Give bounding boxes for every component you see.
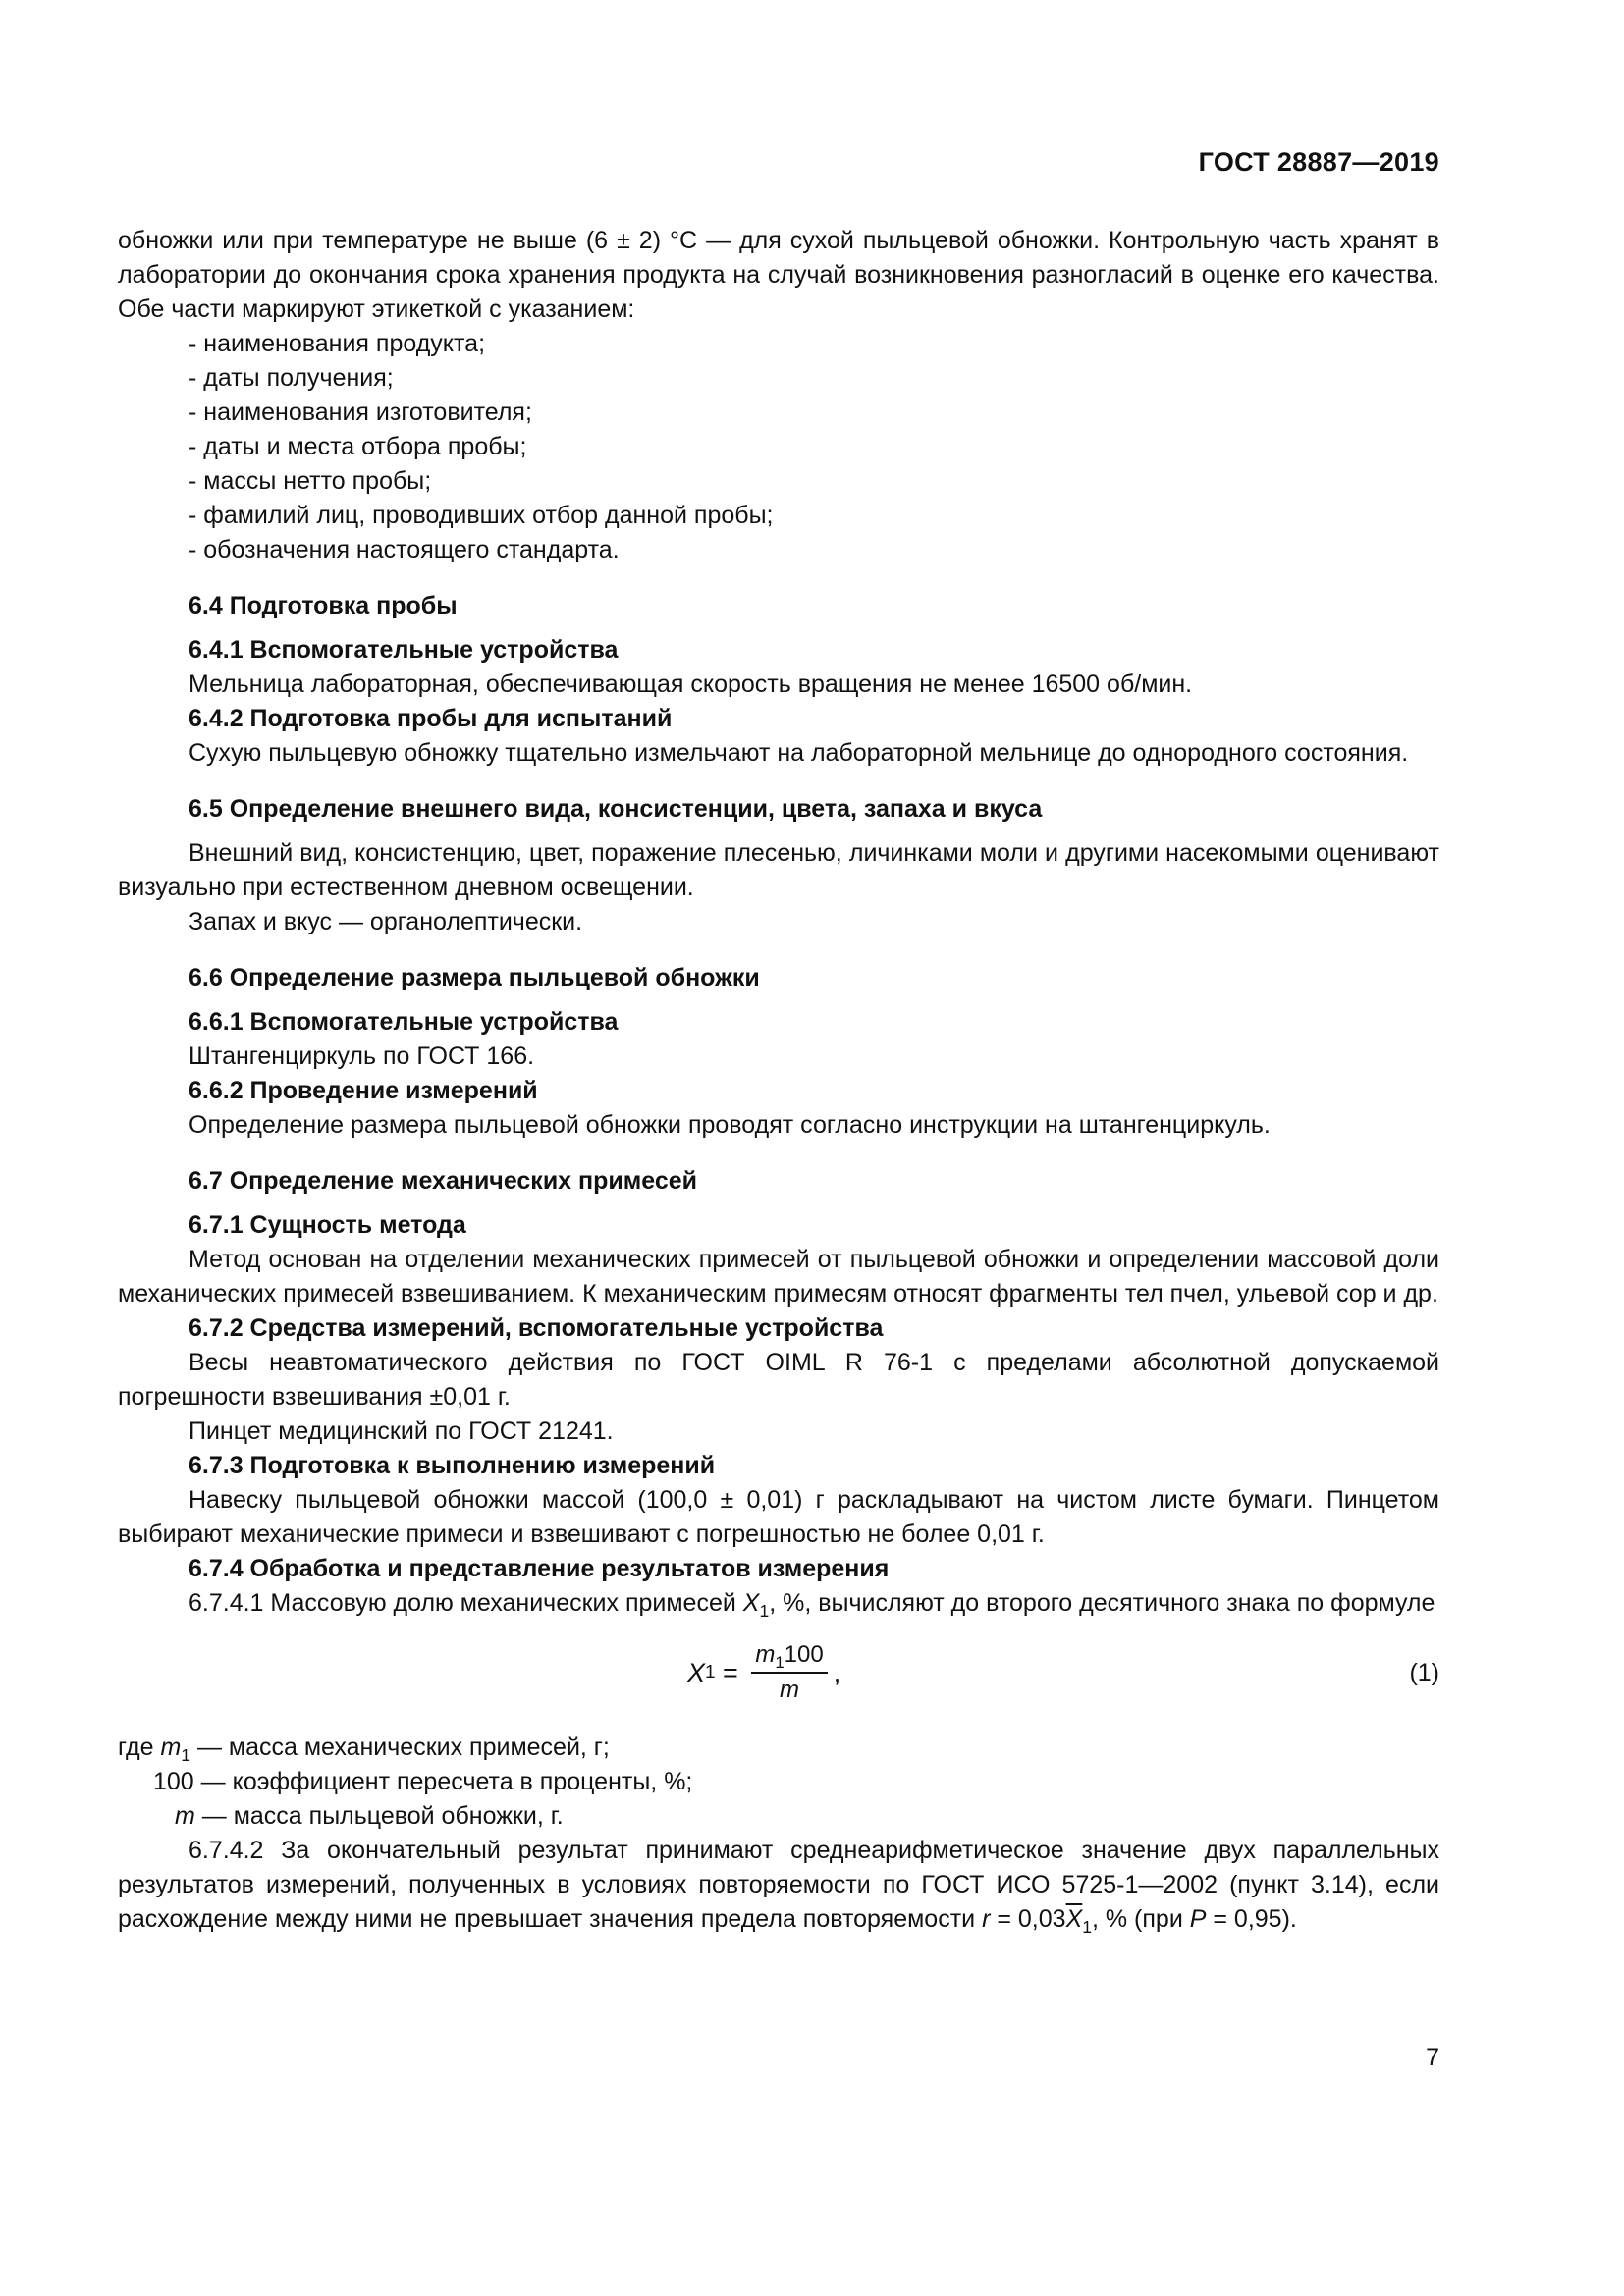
where-line: m — масса пыльцевой обножки, г.	[175, 1802, 564, 1830]
paragraph: Весы неавтоматического действия по ГОСТ OIML R 76-1 с пределами абсолютной допускаемой погрешности взвешивания ±0,01 г.	[118, 1349, 1439, 1411]
fraction	[751, 1640, 827, 1705]
list-item: - наименования продукта;	[189, 330, 486, 357]
intro-paragraph: обножки или при температуре не выше (6 ± 2) °С — для сухой пыльцевой обножки. Контрольную часть хранят в лаборатории до окончания срока хранения продукта на случай возникновения разногласий в оценке его качества. Обе части маркируют этикеткой с указанием:	[118, 227, 1439, 323]
subsection-heading-6-6-1: 6.6.1 Вспомогательные устройства	[189, 1008, 619, 1036]
where-line: 100 — коэффициент пересчета в проценты, %;	[153, 1768, 693, 1795]
formula: X 1 = $\frac{m_1100}{m}$ ,	[687, 1641, 841, 1703]
list-item: - даты и места отбора пробы;	[189, 433, 527, 460]
subsection-heading-6-6-2: 6.6.2 Проведение измерений	[189, 1077, 538, 1104]
paragraph: Навеску пыльцевой обножки массой (100,0 ± 0,01) г раскладывают на чистом листе бумаги. Пинцетом выбирают механические примеси и взвешивают с погрешностью не более 0,01 г.	[118, 1486, 1439, 1548]
list-item: - массы нетто пробы;	[189, 467, 432, 495]
list-item: - наименования изготовителя;	[189, 399, 532, 426]
page-number: 7	[1426, 2044, 1439, 2071]
paragraph: Метод основан на отделении механических примесей от пыльцевой обножки и определении массовой доли механических примесей взвешиванием. К механическим примесям относят фрагменты тел пчел, ульевой сор и др.	[118, 1246, 1439, 1308]
paragraph: Пинцет медицинский по ГОСТ 21241.	[189, 1417, 614, 1445]
subsection-heading-6-7-1: 6.7.1 Сущность метода	[189, 1211, 466, 1239]
list-item: - даты получения;	[189, 364, 394, 392]
subsection-heading-6-7-4: 6.7.4 Обработка и представление результатов измерения	[189, 1555, 890, 1582]
section-heading-6-5: 6.5 Определение внешнего вида, консистенции, цвета, запаха и вкуса	[189, 795, 1043, 823]
where-line: где $m_1$ — масса механических примесей, г;	[118, 1734, 610, 1765]
subsection-heading-6-4-2: 6.4.2 Подготовка пробы для испытаний	[189, 705, 673, 732]
paragraph-6-7-4-2: 6.7.4.2 За окончательный результат принимают среднеарифметическое значение двух параллельных результатов измерений, полученных в условиях повторяемости по ГОСТ ИСО 5725-1—2002 (пункт 3.14), если расхождение между ними не превышает значения предела повторяемости $r = 0,03\overline{X}_1$, % (при P = 0,95).	[118, 1837, 1439, 1937]
formula-block	[118, 1634, 1439, 1723]
paragraph: Внешний вид, консистенцию, цвет, поражение плесенью, личинками моли и другими насекомыми оценивают визуально при естественном дневном освещении.	[118, 839, 1439, 901]
paragraph-6-7-4-1: 6.7.4.1 Массовую долю механических примесей $X_1$, %, вычисляют до второго десятичного знака по формуле	[189, 1589, 1435, 1621]
document-code: ГОСТ 28887—2019	[1198, 147, 1439, 177]
subsection-heading-6-7-3: 6.7.3 Подготовка к выполнению измерений	[189, 1452, 716, 1479]
list-item: - обозначения настоящего стандарта.	[189, 536, 620, 563]
paragraph: Мельница лабораторная, обеспечивающая скорость вращения не менее 16500 об/мин.	[189, 670, 1193, 698]
paragraph: Сухую пыльцевую обножку тщательно измельчают на лабораторной мельнице до однородного состояния.	[189, 739, 1409, 767]
section-heading-6-4: 6.4 Подготовка пробы	[189, 592, 458, 619]
fraction-numerator: $m_1100$	[751, 1640, 827, 1674]
section-heading-6-7: 6.7 Определение механических примесей	[189, 1167, 698, 1195]
paragraph: Штангенциркуль по ГОСТ 166.	[189, 1042, 535, 1070]
subsection-heading-6-7-2: 6.7.2 Средства измерений, вспомогательные устройства	[189, 1314, 884, 1342]
subsection-heading-6-4-1: 6.4.1 Вспомогательные устройства	[189, 636, 619, 664]
paragraph: Запах и вкус — органолептически.	[189, 908, 583, 935]
list-item: - фамилий лиц, проводивших отбор данной пробы;	[189, 502, 774, 529]
fraction-denominator: m	[780, 1677, 799, 1703]
page-content	[118, 224, 1439, 1937]
paragraph: Определение размера пыльцевой обножки проводят согласно инструкции на штангенциркуль.	[189, 1111, 1271, 1139]
equation-number: (1)	[1409, 1659, 1439, 1686]
section-heading-6-6: 6.6 Определение размера пыльцевой обножки	[189, 964, 760, 991]
